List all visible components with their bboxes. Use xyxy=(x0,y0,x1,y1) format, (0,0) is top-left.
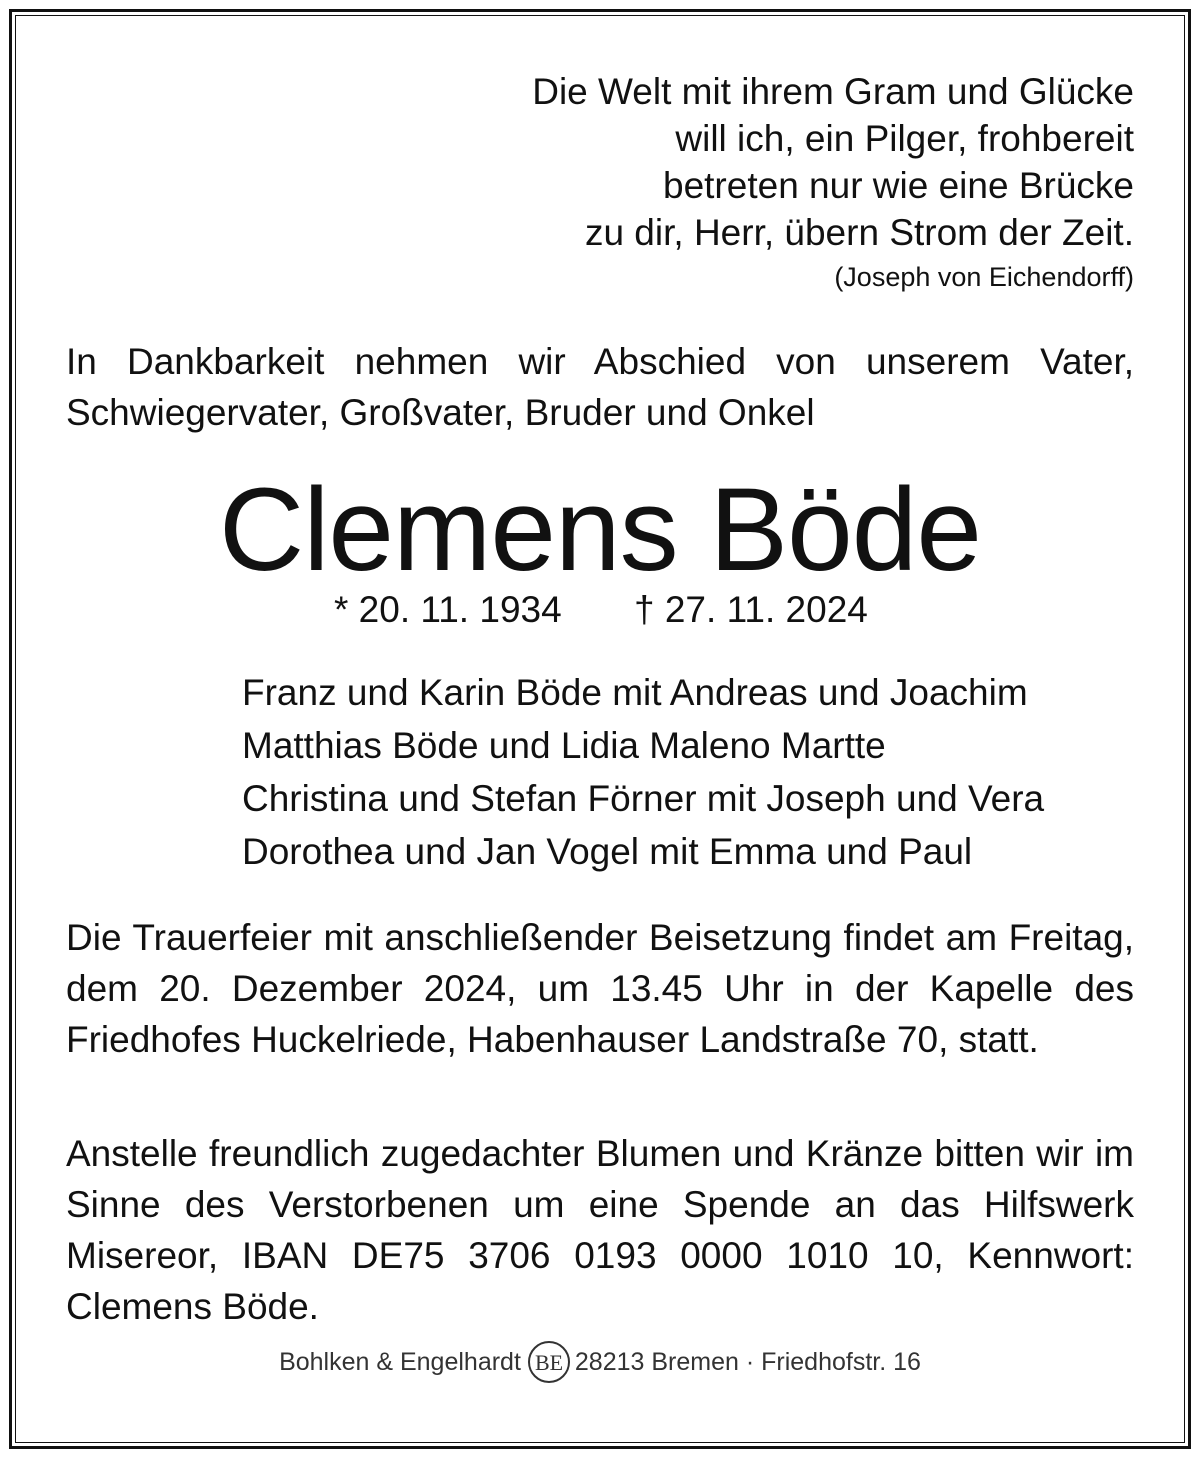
birth-date: * 20. 11. 1934 xyxy=(334,589,562,630)
ceremony-info: Die Trauerfeier mit anschließender Beisetzung findet am Freitag, dem 20. Dezember 2024, um 13.45 Uhr in der Kapelle des Friedhofes Huckelriede, Habenhauser Landstraße 70, statt. xyxy=(66,917,1134,1060)
death-date: † 27. 11. 2024 xyxy=(634,589,868,630)
mourner-line: Christina und Stefan Förner mit Joseph und Vera xyxy=(242,778,1045,819)
mourner-line: Matthias Böde und Lidia Maleno Martte xyxy=(242,725,886,766)
mourner-line: Franz und Karin Böde mit Andreas und Joachim xyxy=(242,672,1028,713)
funeral-home-footer xyxy=(0,1340,1200,1384)
deceased-name: Clemens Böde xyxy=(219,464,981,596)
mourners-list xyxy=(242,666,1044,878)
intro-text: In Dankbarkeit nehmen wir Abschied von unserem Vater, Schwiegervater, Großvater, Bruder und Onkel xyxy=(66,341,1134,433)
verse-block xyxy=(532,68,1134,295)
donation-info: Anstelle freundlich zugedachter Blumen und Kränze bitten wir im Sinne des Verstorbenen um eine Spende an das Hilfswerk Misereor, IBAN DE75 3706 0193 0000 1010 10, Kennwort: Clemens Böde. xyxy=(66,1133,1134,1327)
funeral-home-name: Bohlken & Engelhardt xyxy=(279,1347,521,1376)
mourner-line: Dorothea und Jan Vogel mit Emma und Paul xyxy=(242,831,973,872)
verse-author: (Joseph von Eichendorff) xyxy=(834,262,1134,292)
funeral-home-address: 28213 Bremen · Friedhofstr. 16 xyxy=(574,1347,921,1376)
logo-letters: BE xyxy=(534,1350,563,1375)
verse-line: betreten nur wie eine Brücke xyxy=(663,165,1134,206)
funeral-home-logo-icon xyxy=(527,1340,571,1384)
verse-line: Die Welt mit ihrem Gram und Glücke xyxy=(532,71,1134,112)
verse-line: zu dir, Herr, übern Strom der Zeit. xyxy=(584,212,1134,253)
verse-line: will ich, ein Pilger, frohbereit xyxy=(675,118,1134,159)
